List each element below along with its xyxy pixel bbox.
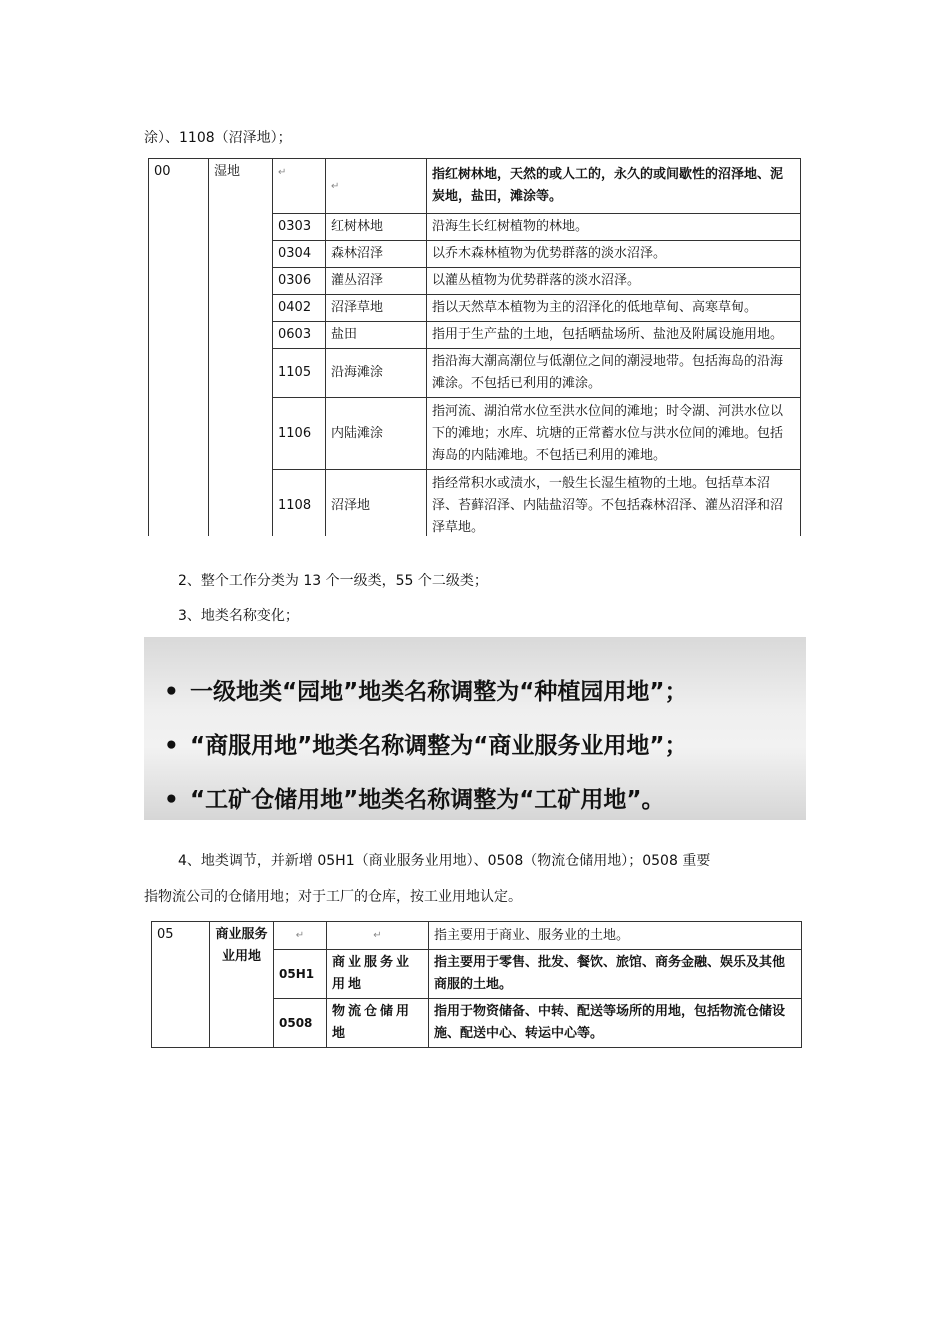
- row-desc: 沿海生长红树植物的林地。: [427, 214, 801, 241]
- row-name: 沼泽草地: [326, 295, 427, 322]
- banner-line: • “商服用地”地类名称调整为“商业服务业用地”；: [164, 733, 688, 759]
- table-row: [149, 159, 801, 214]
- commercial-name: 商业服务业用地: [210, 922, 274, 1048]
- row-code: 1108: [273, 470, 326, 537]
- row-code: 0402: [273, 295, 326, 322]
- row-desc: 指河流、湖泊常水位至洪水位间的滩地；时令湖、河洪水位以下的滩地；水库、坑塘的正常蓄水位与洪水位间的滩地。包括海岛的内陆滩地。不包括已利用的滩地。: [427, 398, 801, 470]
- row-code: 0306: [273, 268, 326, 295]
- para-mark: ↵: [373, 930, 382, 941]
- commercial-table-image: [148, 921, 808, 1048]
- row-code: 0603: [273, 322, 326, 349]
- point-4-line1: 4、地类调节，并新增 05H1（商业服务业用地）、0508（物流仓储用地）；0508 重要: [178, 853, 711, 869]
- row-code: 1106: [273, 398, 326, 470]
- wetland-table-image: [148, 158, 808, 536]
- intro-line: 涂）、1108（沼泽地）；: [144, 130, 292, 146]
- row-name: 物流仓储用地: [327, 999, 429, 1048]
- commercial-table: [151, 921, 802, 1048]
- rename-banner: [144, 637, 806, 820]
- commercial-code: 05: [152, 922, 210, 1048]
- commercial-desc: 指主要用于商业、服务业的土地。: [429, 922, 802, 950]
- row-code: 0304: [273, 241, 326, 268]
- wetland-table: [148, 158, 801, 536]
- row-name: 沼泽地: [326, 470, 427, 537]
- row-code: 0303: [273, 214, 326, 241]
- row-name: 灌丛沼泽: [326, 268, 427, 295]
- para-mark: ↵: [331, 180, 340, 192]
- para-mark: ↵: [295, 930, 305, 941]
- row-desc: 以灌丛植物为优势群落的淡水沼泽。: [427, 268, 801, 295]
- row-code: 0508: [274, 999, 327, 1048]
- point-3: 3、地类名称变化；: [178, 608, 299, 624]
- row-desc: 指主要用于零售、批发、餐饮、旅馆、商务金融、娱乐及其他商服的土地。: [429, 950, 802, 999]
- row-desc: 以乔木森林植物为优势群落的淡水沼泽。: [427, 241, 801, 268]
- wetland-name: 湿地: [209, 159, 273, 537]
- row-code: 05H1: [274, 950, 327, 999]
- table-row: [152, 922, 802, 950]
- banner-line: • 一级地类“园地”地类名称调整为“种植园用地”；: [164, 679, 688, 705]
- row-name: 盐田: [326, 322, 427, 349]
- row-name: 内陆滩涂: [326, 398, 427, 470]
- row-desc: 指用于物资储备、中转、配送等场所的用地，包括物流仓储设施、配送中心、转运中心等。: [429, 999, 802, 1048]
- row-name: 沿海滩涂: [326, 349, 427, 398]
- row-desc: 指沿海大潮高潮位与低潮位之间的潮浸地带。包括海岛的沿海滩涂。不包括已利用的滩涂。: [427, 349, 801, 398]
- row-desc: 指用于生产盐的土地，包括晒盐场所、盐池及附属设施用地。: [427, 322, 801, 349]
- point-2: 2、整个工作分类为 13 个一级类，55 个二级类；: [178, 573, 488, 589]
- row-name: 红树林地: [326, 214, 427, 241]
- row-code: 1105: [273, 349, 326, 398]
- banner-line: • “工矿仓储用地”地类名称调整为“工矿用地”。: [164, 787, 665, 813]
- point-4-line2: 指物流公司的仓储用地；对于工厂的仓库，按工业用地认定。: [144, 889, 522, 905]
- wetland-code: 00: [149, 159, 209, 537]
- para-mark: ↵: [278, 167, 287, 178]
- wetland-desc: 指红树林地，天然的或人工的，永久的或间歇性的沼泽地、泥炭地，盐田，滩涂等。: [427, 159, 801, 214]
- row-name: 森林沼泽: [326, 241, 427, 268]
- row-desc: 指经常积水或渍水，一般生长湿生植物的土地。包括草本沼泽、苔藓沼泽、内陆盐沼等。不包括森林沼泽、灌丛沼泽和沼泽草地。: [427, 470, 801, 537]
- row-name: 商业服务业用地: [327, 950, 429, 999]
- row-desc: 指以天然草本植物为主的沼泽化的低地草甸、高寒草甸。: [427, 295, 801, 322]
